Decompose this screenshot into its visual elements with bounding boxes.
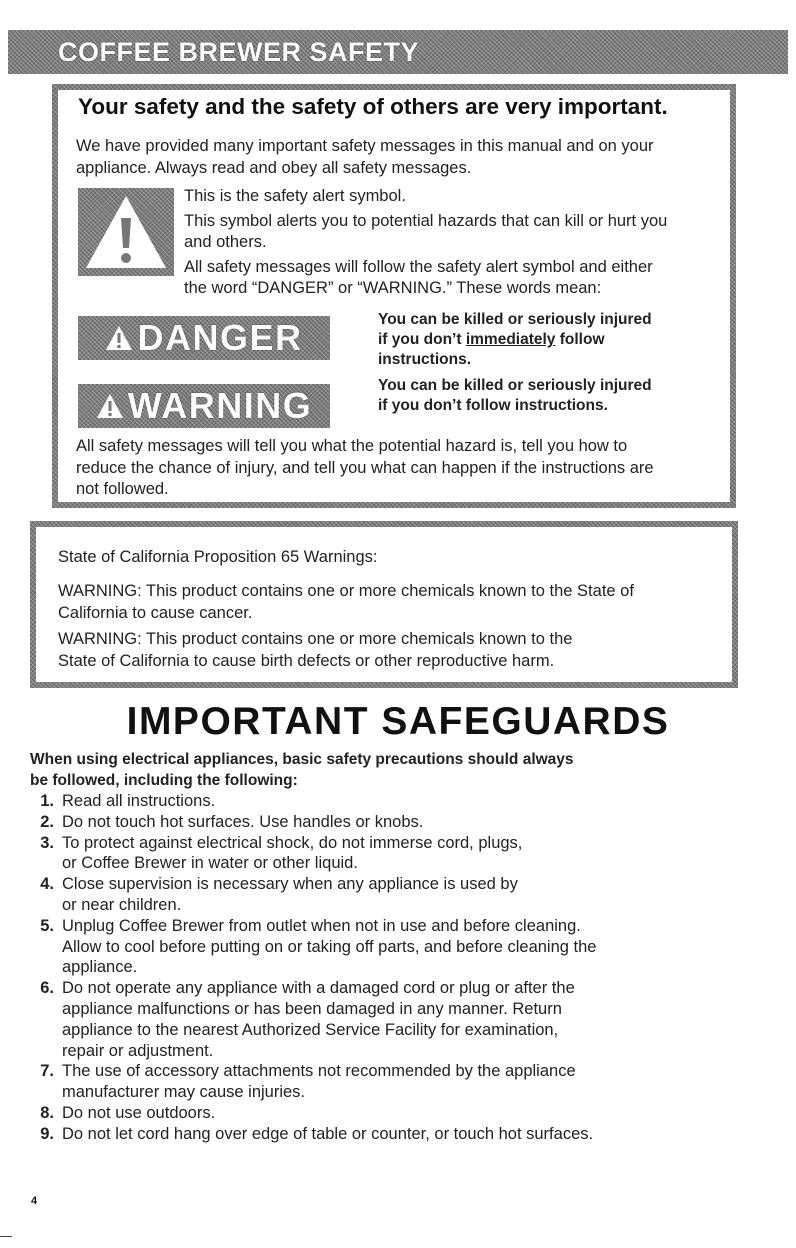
- intro-line: When using electrical appliances, basic safety precautions should always: [30, 751, 574, 768]
- safeguards-list: [20, 791, 780, 1145]
- prop65-line: California to cause cancer.: [58, 603, 253, 622]
- list-item: [20, 812, 780, 833]
- warning-label: WARNING: [127, 385, 313, 426]
- list-item: [20, 874, 780, 916]
- list-item-line: Close supervision is necessary when any appliance is used by: [62, 875, 518, 894]
- list-item-number: 5.: [40, 916, 54, 935]
- section-title: COFFEE BREWER SAFETY: [58, 37, 420, 67]
- danger-line: instructions.: [378, 351, 472, 368]
- prop65-box-frame: [30, 521, 738, 688]
- list-item-number: 7.: [40, 1062, 54, 1081]
- list-item: [20, 1061, 780, 1103]
- prop65-warning-cancer: [58, 581, 634, 624]
- danger-message: [378, 310, 652, 370]
- danger-label: DANGER: [137, 317, 303, 358]
- list-item-line: or near children.: [62, 895, 182, 914]
- symbol-line: and others.: [184, 233, 267, 251]
- symbol-line: All safety messages will follow the safety alert symbol and either: [184, 257, 653, 276]
- safety-box: [58, 90, 730, 502]
- warning-alert-icon: [96, 393, 124, 419]
- list-item-line: Allow to cool before putting on or taking off parts, and before cleaning the: [62, 937, 597, 956]
- prop65-box: [36, 527, 732, 682]
- list-item: [20, 978, 780, 1061]
- prop65-title: State of California Proposition 65 Warnings:: [58, 548, 378, 566]
- list-item-line: To protect against electrical shock, do not immerse cord, plugs,: [62, 833, 523, 852]
- prop65-warning-reproductive: [58, 629, 572, 672]
- list-item-number: 2.: [40, 812, 54, 831]
- list-item-line: appliance.: [62, 958, 138, 977]
- safeguards-title: IMPORTANT SAFEGUARDS: [126, 700, 670, 743]
- symbol-description: [184, 186, 667, 300]
- intro-line: be followed, including the following:: [30, 771, 298, 789]
- closing-line: not followed.: [76, 480, 169, 498]
- list-item: [20, 916, 780, 978]
- warning-line: You can be killed or seriously injured: [378, 377, 652, 394]
- warning-signal-word: [78, 384, 330, 428]
- list-item-line: Do not use outdoors.: [62, 1103, 216, 1122]
- list-item-line: manufacturer may cause injuries.: [62, 1083, 306, 1102]
- prop65-line: WARNING: This product contains one or more chemicals known to the State of: [58, 582, 634, 600]
- closing-line: reduce the chance of injury, and tell you what can happen if the instructions are: [76, 458, 654, 477]
- list-item-line: repair or adjustment.: [62, 1041, 214, 1060]
- list-item-line: Do not let cord hang over edge of table or counter, or touch hot surfaces.: [62, 1124, 594, 1143]
- list-item-line: appliance to the nearest Authorized Service Facility for examination,: [62, 1020, 559, 1039]
- safety-alert-icon: [78, 188, 174, 276]
- danger-line: if you don’t immediately follow: [378, 331, 605, 348]
- list-item-line: Unplug Coffee Brewer from outlet when not in use and before cleaning.: [62, 916, 581, 935]
- safety-intro-line: appliance. Always read and obey all safety messages.: [76, 158, 472, 177]
- list-item-line: or Coffee Brewer in water or other liquid.: [62, 854, 358, 873]
- list-item-line: Do not operate any appliance with a damaged cord or plug or after the: [62, 979, 575, 998]
- danger-alert-icon: [105, 325, 133, 351]
- list-item: [20, 833, 780, 875]
- safety-heading: Your safety and the safety of others are very important.: [78, 94, 668, 119]
- list-item-line: Do not touch hot surfaces. Use handles or knobs.: [62, 812, 424, 831]
- danger-line: You can be killed or seriously injured: [378, 311, 652, 328]
- symbol-line: This is the safety alert symbol.: [184, 187, 406, 205]
- page-number: 4: [31, 1195, 38, 1207]
- safety-box-frame: [52, 84, 736, 508]
- list-item-number: 8.: [40, 1103, 54, 1122]
- crop-mark: [0, 1236, 12, 1237]
- symbol-line: the word “DANGER” or “WARNING.” These words mean:: [184, 279, 602, 297]
- list-item: [20, 791, 780, 812]
- list-item-number: 9.: [40, 1124, 54, 1143]
- list-item: [20, 1124, 780, 1145]
- list-item-line: appliance malfunctions or has been damaged in any manner. Return: [62, 999, 562, 1018]
- safeguards-intro: [30, 750, 770, 791]
- prop65-line: WARNING: This product contains one or more chemicals known to the: [58, 630, 573, 648]
- safety-closing: [76, 436, 654, 501]
- danger-signal-word: [78, 316, 330, 360]
- list-item-number: 3.: [40, 833, 54, 852]
- section-banner: [8, 30, 788, 74]
- symbol-line: This symbol alerts you to potential hazards that can kill or hurt you: [184, 211, 668, 230]
- safety-intro: [76, 136, 654, 179]
- prop65-line: State of California to cause birth defects or other reproductive harm.: [58, 651, 555, 670]
- list-item: [20, 1103, 780, 1124]
- safety-intro-line: We have provided many important safety messages in this manual and on your: [76, 137, 654, 155]
- warning-line: if you don’t follow instructions.: [378, 397, 608, 414]
- list-item-number: 4.: [40, 875, 54, 894]
- list-item-number: 6.: [40, 979, 54, 998]
- closing-line: All safety messages will tell you what the potential hazard is, tell you how to: [76, 437, 628, 455]
- list-item-number: 1.: [40, 792, 54, 810]
- list-item-line: Read all instructions.: [62, 792, 216, 810]
- warning-message: [378, 376, 652, 416]
- list-item-line: The use of accessory attachments not recommended by the appliance: [62, 1062, 576, 1081]
